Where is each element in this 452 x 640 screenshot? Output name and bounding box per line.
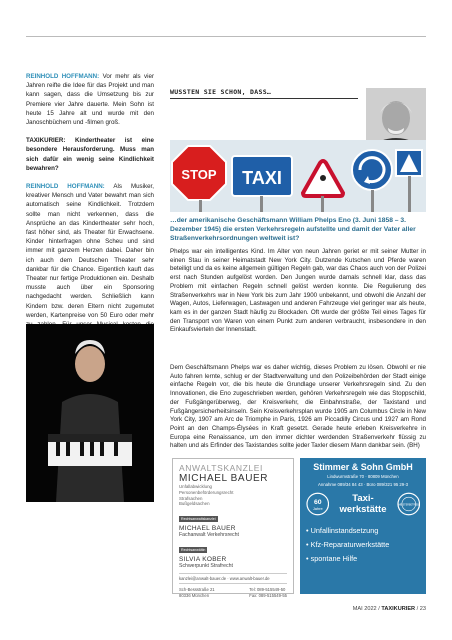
master-seal-icon	[397, 492, 420, 516]
anniversary-number: 60	[313, 499, 322, 507]
ad-tag: Rechtsanwaltskanzlei	[181, 517, 216, 522]
footer-magazine: TAXIKURIER	[381, 606, 416, 612]
interview-answer-2	[26, 182, 154, 348]
fact-title: WUSSTEN SIE SCHON, DASS…	[170, 88, 358, 99]
anniversary-badge-icon	[306, 492, 329, 516]
ad-company-address: Lindwurmstraße 70 · 80809 München	[327, 474, 399, 479]
ad-phone: Tel: 089-515549-50	[249, 587, 286, 593]
seal-text: MEISTERBETRIEB	[398, 504, 419, 507]
fact-subhead: …der amerikanische Geschäftsmann William Phelps Eno (3. Juni 1858 – 3. Dezember 1945) die ersten Verkehrsregeln aufstellte und damit der Vater aller Straßenverkehrsordnungen weltweit ist?	[170, 217, 416, 242]
speaker-label: REINHOLD HOFFMANN:	[26, 183, 105, 191]
service-label: spontane Hilfe	[310, 554, 358, 564]
ad-email-link[interactable]: kanzlei@anwalt-bauer.de · www.anwalt-bauer.de	[179, 573, 287, 584]
fact-body-1: Phelps war ein intelligentes Kind. Im Alter von neun Jahren geriet er mit seiner Mutter in einen Stau in seiner Heimatstadt New York City. Dutzende Kutschen und Pferde waren beteiligt und da es keine allgemein gültigen Regeln gab, war das Chaos auch von der Polizei erst nach Stunden aufgelöst worden. Den Jungen wurde damals schnell klar, dass das Problem mit einfachen Regeln schnell gelöst werden konnte. Die Regulierung des Straßenverkehrs war in New York bis zum Jahr 1900 unbekannt, und obwohl die Anzahl der Wagen, Autos, Lieferwagen, Lastwagen und anderen Fahrzeuge viel geringer war als heute, kam es in der ganzen Stadt häufig zu Blockaden. Oft wurde der größte Teil eines Tages für den Transport von Waren von einem Punkt zum anderen verbraucht, insbesondere in den Einkaufsvierteln der Innenstadt.	[170, 248, 426, 334]
ad-badges	[306, 492, 420, 516]
performer-photo	[26, 324, 154, 502]
taxi-sign: TAXI	[242, 168, 282, 188]
speaker-label: REINHOLD HOFFMANN:	[26, 73, 100, 80]
ad-company-phone: Annahme 089/34 84 43 · Büro 089/321 95 29-3	[317, 481, 409, 487]
ad-workshop-label: Taxi-werkstätte	[339, 493, 387, 516]
law-firm-ad	[172, 458, 294, 598]
page-footer	[353, 606, 426, 612]
ad-area: Personenbeförderungsrecht	[179, 489, 234, 495]
ad-city: 80336 München	[179, 592, 210, 598]
ad-lawyer-1-title: Fachanwalt Verkehrsrecht	[179, 532, 239, 539]
ad-street: Sch-Bessstraße 21	[179, 587, 215, 593]
ad-areas	[179, 484, 287, 507]
ad-service-item: • Unfallinstandsetzung	[306, 526, 379, 536]
interview-question	[26, 136, 154, 173]
ad-services-list	[306, 524, 420, 566]
ad-kanzlei-label: ANWALTSKANZLEI	[179, 463, 263, 473]
answer-text: Vor mehr als vier Jahren reifte die Idee für das Projekt und man kann sagen, dass die Umsetzung bis zur Premiere vier Jahre dauerte. Mein Sohn ist heute 15 Jahre alt und wurde mit den Janoschbüchern und -filmen groß.	[26, 73, 154, 127]
top-rule	[26, 36, 426, 37]
footer-date: MAI 2022 /	[352, 606, 382, 612]
traffic-signs-image	[170, 140, 426, 212]
interview-column	[26, 72, 154, 357]
ad-area: Bußgeldsachen	[179, 501, 210, 507]
fact-body-2: Dem Geschäftsmann Phelps war es daher wichtig, dieses Problem zu lösen. Obwohl er nie Auto fahren lernte, schlug er der Stadtverwaltung und den Polizeibehörden der Stadt einige einfache Regeln vor, die bis heute die Grundlage unserer Verkehrsregeln sind. Zu den Innovationen, die Eno zugeschrieben werden, gehören Verkehrsregeln wie das Stoppschild, der Fußgängerüberweg, der Kreisverkehr, die Einbahnstraße, der Taxistand und Fußgängersicherheitsinseln. Sein Kreisverkehrsplan wurde 1905 am Columbus Circle in New York City, 1907 am Arc de Triomphe in Paris, 1926 am Piccadilly Circus und 1927 am Rond Point an den Champs-Élysées in Kraft gesetzt. Gerade heute erleben Kreisverkehre in Europa eine Renaissance, um den immer dichter werdenden Straßenverkehr flüssig zu halten und als Erfinder des Taxistandes sollte jeder Taxler diesem Mann dankbar sein. (BH)	[170, 364, 426, 450]
ad-area: Unfallabwicklung	[179, 484, 212, 489]
ad-lawyer-1: MICHAEL BAUER	[179, 525, 236, 533]
ad-firm-name: MICHAEL BAUER	[179, 473, 269, 484]
service-label: Kfz-Reparaturwerkstätte	[310, 540, 390, 550]
anniversary-label: Jahre	[312, 506, 323, 512]
ad-tag: Rechtsanwältin	[181, 548, 206, 553]
ad-address	[179, 587, 287, 598]
question-label: TAXIKURIER:	[26, 137, 66, 145]
ad-service-item: • Kfz-Reparaturwerkstätte	[306, 540, 390, 550]
interview-answer-1	[26, 72, 154, 127]
ad-lawyer-2-title: Schwerpunkt Strafrecht	[179, 563, 233, 570]
footer-page-number: / 23	[415, 606, 426, 612]
ad-company-name: Stimmer & Sohn GmbH	[313, 462, 413, 472]
answer-text: Als Musiker, kreativer Mensch und Vater bewahrt man sich automatisch seine Kindlichkeit. Trotzdem sollte man nicht verkennen, dass die Ansprüche an das Kindertheater sehr hoch, fast höher sind, als Theater für Erwachsene. Kinder hinterfragen ohne Scheu und sind immer mit ganzem Herzen dabei. Daher bin ich auch dem Deutschen Theater sehr dankbar für die Chance. Eigentlich kauft das Theater nur fertige Produktionen ein. Deshalb musste auch über ein Sponsoring nachgedacht werden. Schließlich kann Kindern bzw. deren Eltern nicht zugemutet werden, Kartenpreise von 50 Euro oder mehr	[26, 183, 154, 319]
question-text: Kindertheater ist eine besondere Herausforderung. Muss man sich dafür ein wenig seine Kindlichkeit bewahren?	[26, 137, 154, 172]
taxi-workshop-ad	[300, 458, 426, 594]
ad-area: Strafsachen	[179, 495, 203, 501]
service-label: Unfallinstandsetzung	[310, 526, 379, 536]
stop-sign: STOP	[181, 167, 217, 182]
ad-fax: Fax: 089-515549-55	[249, 592, 287, 598]
ad-lawyer-2: SILVIA KOBER	[179, 556, 227, 564]
ad-service-item: • spontane Hilfe	[306, 554, 358, 564]
